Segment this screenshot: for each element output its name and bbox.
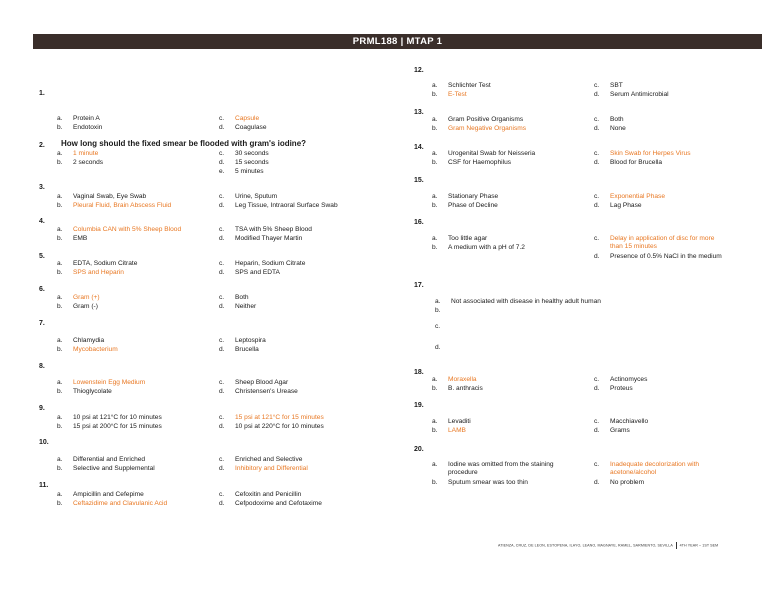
- option-text: Gram (-): [73, 303, 98, 310]
- option-letter: a.: [57, 193, 63, 200]
- option-letter: d.: [219, 388, 225, 395]
- option-letter: a.: [57, 115, 63, 122]
- question-number: 15.: [414, 177, 424, 184]
- option-letter: c.: [594, 150, 600, 157]
- option-text: TSA with 5% Sheep Blood: [235, 226, 312, 233]
- correct-answer-text: Lowenstein Egg Medium: [73, 379, 146, 386]
- option-letter: a.: [435, 298, 441, 305]
- option-letter: a.: [57, 414, 63, 421]
- correct-answer-text: 15 psi at 121°C for 15 minutes: [235, 414, 324, 421]
- option-letter: d.: [594, 159, 600, 166]
- option-letter: b.: [57, 159, 63, 166]
- option-letter: d.: [219, 500, 225, 507]
- option-letter: c.: [219, 193, 225, 200]
- option-letter: a.: [57, 491, 63, 498]
- question-number: 14.: [414, 144, 424, 151]
- option-text: Serum Antimicrobial: [610, 91, 669, 98]
- option-text: B. anthracis: [448, 385, 483, 392]
- option-letter: b.: [57, 500, 63, 507]
- option-text: Phase of Decline: [448, 202, 498, 209]
- option-letter: b.: [432, 479, 438, 486]
- option-text: Actinomyces: [610, 376, 648, 383]
- question-number: 4.: [39, 218, 45, 225]
- option-letter: a.: [432, 235, 438, 242]
- option-text: Endotoxin: [73, 124, 103, 131]
- option-letter: c.: [435, 323, 441, 330]
- question-number: 2.: [39, 142, 45, 149]
- option-letter: b.: [57, 235, 63, 242]
- option-letter: c.: [219, 226, 225, 233]
- option-letter: c.: [219, 260, 225, 267]
- option-text: Levaditi: [448, 418, 471, 425]
- option-letter: a.: [432, 461, 438, 468]
- option-text: 2 seconds: [73, 159, 104, 166]
- option-letter: a.: [432, 150, 438, 157]
- question-number: 10.: [39, 439, 49, 446]
- correct-answer-text: Gram Negative Organisms: [448, 125, 527, 132]
- option-text: 10 psi at 121°C for 10 minutes: [73, 414, 162, 421]
- option-text: Gram Positive Organisms: [448, 116, 524, 123]
- option-letter: c.: [594, 461, 600, 468]
- option-text: EDTA, Sodium Citrate: [73, 260, 138, 267]
- correct-answer-text: 1 minute: [73, 150, 99, 157]
- option-letter: b.: [57, 423, 63, 430]
- option-letter: c.: [594, 418, 600, 425]
- footer-term: 4TH YEAR – 1ST SEM: [679, 543, 719, 548]
- option-letter: d.: [594, 385, 600, 392]
- option-letter: d.: [219, 124, 225, 131]
- question-number: 5.: [39, 253, 45, 260]
- option-letter: b.: [432, 125, 438, 132]
- option-text: Leptospira: [235, 337, 266, 344]
- option-letter: c.: [594, 82, 600, 89]
- option-letter: a.: [432, 82, 438, 89]
- option-letter: d.: [219, 465, 225, 472]
- option-text: Not associated with disease in healthy adult human: [451, 298, 601, 305]
- question-number: 1.: [39, 90, 45, 97]
- option-letter: b.: [432, 385, 438, 392]
- option-text: Leg Tissue, Intraoral Surface Swab: [235, 202, 338, 209]
- option-letter: d.: [219, 159, 225, 166]
- question-number: 7.: [39, 320, 45, 327]
- option-letter: d.: [219, 202, 225, 209]
- question-number: 19.: [414, 402, 424, 409]
- option-letter: c.: [219, 337, 225, 344]
- option-letter: b.: [57, 124, 63, 131]
- correct-answer-text: Moraxella: [448, 376, 477, 383]
- option-text: 30 seconds: [235, 150, 269, 157]
- footer-separator: [676, 542, 677, 549]
- question-number: 13.: [414, 109, 424, 116]
- question-number: 11.: [39, 482, 49, 489]
- correct-answer-text: Delay in application of disc for more than 15 minutes: [610, 235, 715, 250]
- footer-authors: ATIENZA, CRUZ, DE LEON, ESTOPENA, ILAYO, LEANO, MAGNAYE, RAMEL, SARMIENTO, SEVILLA: [498, 543, 673, 548]
- correct-answer-text: SPS and Heparin: [73, 269, 124, 276]
- option-letter: b.: [432, 202, 438, 209]
- option-text: Both: [610, 116, 624, 123]
- option-text: Thioglycolate: [73, 388, 112, 395]
- option-text: 15 seconds: [235, 159, 269, 166]
- option-letter: b.: [57, 388, 63, 395]
- option-letter: a.: [57, 150, 63, 157]
- option-text: Modified Thayer Martin: [235, 235, 303, 242]
- option-letter: d.: [594, 427, 600, 434]
- option-text: No problem: [610, 479, 645, 486]
- option-text: Urogenital Swab for Neisseria: [448, 150, 536, 157]
- option-text: Proteus: [610, 385, 633, 392]
- option-text: Neither: [235, 303, 257, 310]
- option-text: Urine, Sputum: [235, 193, 278, 200]
- option-text: Vaginal Swab, Eye Swab: [73, 193, 147, 200]
- option-letter: b.: [435, 307, 441, 314]
- option-text: Christensen's Urease: [235, 388, 298, 395]
- option-letter: d.: [594, 125, 600, 132]
- option-text: Ampicillin and Cefepime: [73, 491, 144, 498]
- option-letter: d.: [594, 479, 600, 486]
- option-letter: c.: [219, 294, 225, 301]
- option-letter: c.: [219, 115, 225, 122]
- correct-answer-text: Inhibitory and Differential: [235, 465, 308, 472]
- option-text: Enriched and Selective: [235, 456, 303, 463]
- question-number: 16.: [414, 219, 424, 226]
- option-text: Chlamydia: [73, 337, 105, 344]
- option-text: Differential and Enriched: [73, 456, 146, 463]
- option-letter: d.: [219, 423, 225, 430]
- option-text: Sheep Blood Agar: [235, 379, 289, 386]
- option-text: Stationary Phase: [448, 193, 499, 200]
- option-text: Lag Phase: [610, 202, 642, 209]
- option-letter: d.: [219, 269, 225, 276]
- option-text: SBT: [610, 82, 623, 89]
- option-text: A medium with a pH of 7.2: [448, 244, 525, 251]
- correct-answer-text: LAMB: [448, 427, 466, 434]
- option-letter: c.: [219, 150, 225, 157]
- option-letter: c.: [219, 379, 225, 386]
- option-letter: a.: [57, 337, 63, 344]
- option-letter: b.: [432, 244, 438, 251]
- option-text: SPS and EDTA: [235, 269, 280, 276]
- question-number: 9.: [39, 405, 45, 412]
- option-letter: b.: [432, 427, 438, 434]
- option-letter: d.: [594, 202, 600, 209]
- option-letter: b.: [57, 202, 63, 209]
- correct-answer-text: Inadequate decolorization with acetone/alcohol: [610, 461, 700, 476]
- option-letter: c.: [219, 456, 225, 463]
- question-number: 18.: [414, 369, 424, 376]
- footer: [498, 542, 718, 549]
- option-text: Brucella: [235, 346, 259, 353]
- option-letter: b.: [57, 346, 63, 353]
- option-letter: d.: [219, 303, 225, 310]
- question-number: 3.: [39, 184, 45, 191]
- correct-answer-text: E-Test: [448, 91, 467, 98]
- correct-answer-text: Columbia CAN with 5% Sheep Blood: [73, 226, 182, 233]
- option-text: Both: [235, 294, 249, 301]
- option-letter: a.: [57, 379, 63, 386]
- option-letter: b.: [57, 303, 63, 310]
- question-number: 20.: [414, 446, 424, 453]
- option-letter: d.: [594, 91, 600, 98]
- option-text: Grams: [610, 427, 630, 434]
- option-text: 10 psi at 220°C for 10 minutes: [235, 423, 324, 430]
- option-text: Coagulase: [235, 124, 267, 131]
- option-text: Too little agar: [448, 235, 488, 242]
- option-text: Presence of 0.5% NaCl in the medium: [610, 253, 722, 260]
- option-text: None: [610, 125, 626, 132]
- correct-answer-text: Skin Swab for Herpes Virus: [610, 150, 691, 157]
- option-text: Protein A: [73, 115, 100, 122]
- option-text: Cefoxitin and Penicillin: [235, 491, 302, 498]
- option-letter: a.: [57, 456, 63, 463]
- option-letter: a.: [57, 260, 63, 267]
- correct-answer-text: Gram (+): [73, 294, 100, 301]
- option-text: Macchiavello: [610, 418, 649, 425]
- option-letter: c.: [594, 235, 600, 242]
- option-letter: e.: [219, 168, 225, 175]
- question-text: How long should the fixed smear be flooded with gram's iodine?: [61, 139, 307, 148]
- option-letter: a.: [57, 294, 63, 301]
- option-letter: c.: [219, 491, 225, 498]
- option-letter: a.: [432, 376, 438, 383]
- option-text: Blood for Brucella: [610, 159, 663, 166]
- option-text: Cefpodoxime and Cefotaxime: [235, 500, 322, 507]
- correct-answer-text: Pleural Fluid, Brain Abscess Fluid: [73, 202, 172, 209]
- correct-answer-text: Ceftazidime and Clavulanic Acid: [73, 500, 168, 507]
- option-text: 15 psi at 200°C for 15 minutes: [73, 423, 162, 430]
- option-text: Iodine was omitted from the staining procedure: [448, 461, 554, 476]
- option-letter: c.: [594, 116, 600, 123]
- question-number: 8.: [39, 363, 45, 370]
- option-letter: c.: [219, 414, 225, 421]
- option-letter: a.: [432, 418, 438, 425]
- question-number: 12.: [414, 67, 424, 74]
- option-letter: c.: [594, 376, 600, 383]
- option-letter: b.: [432, 91, 438, 98]
- option-text: Selective and Supplemental: [73, 465, 155, 472]
- option-text: 5 minutes: [235, 168, 264, 175]
- option-text: Heparin, Sodium Citrate: [235, 260, 306, 267]
- option-text: CSF for Haemophilus: [448, 159, 512, 166]
- option-text: Sputum smear was too thin: [448, 479, 528, 486]
- question-number: 17.: [414, 282, 424, 289]
- option-letter: d.: [594, 253, 600, 260]
- option-letter: a.: [57, 226, 63, 233]
- option-letter: b.: [432, 159, 438, 166]
- page-title: PRML188 | MTAP 1: [33, 34, 762, 49]
- option-letter: a.: [432, 193, 438, 200]
- option-letter: c.: [594, 193, 600, 200]
- option-text: EMB: [73, 235, 88, 242]
- option-text: Schlichter Test: [448, 82, 491, 89]
- option-letter: d.: [219, 235, 225, 242]
- option-letter: b.: [57, 269, 63, 276]
- correct-answer-text: Capsule: [235, 115, 260, 122]
- question-number: 6.: [39, 286, 45, 293]
- correct-answer-text: Exponential Phase: [610, 193, 665, 200]
- option-letter: d.: [435, 344, 441, 351]
- option-letter: d.: [219, 346, 225, 353]
- correct-answer-text: Mycobacterium: [73, 346, 118, 353]
- option-letter: a.: [432, 116, 438, 123]
- option-letter: b.: [57, 465, 63, 472]
